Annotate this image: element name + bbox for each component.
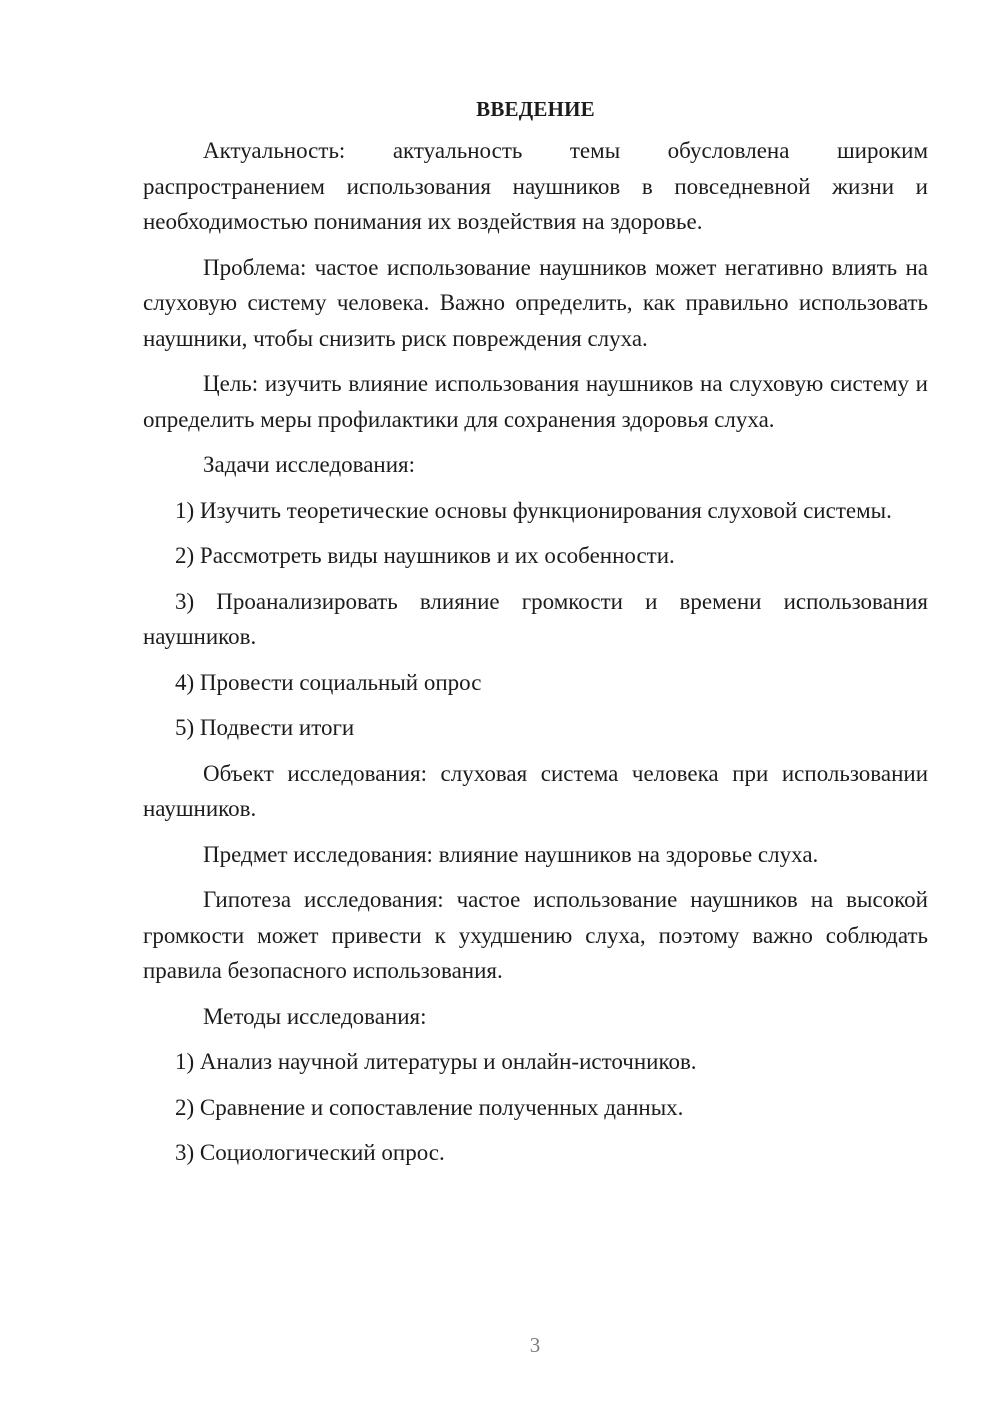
task-item: 1) Изучить теоретические основы функционирования слуховой системы. (175, 497, 892, 523)
method-item: 2) Сравнение и сопоставление полученных данных. (175, 1094, 684, 1120)
task-item: 3) Проанализировать влияние громкости и времени использования наушников. (143, 588, 928, 649)
object-paragraph: Объект исследования: слуховая система человека при использовании наушников. (143, 760, 928, 821)
task-item: 5) Подвести итоги (175, 715, 355, 740)
problem-paragraph: Проблема: частое использование наушников может негативно влиять на слуховую систему человека. Важно определить, как правильно использовать наушники, чтобы снизить риск повреждения слуха. (143, 254, 928, 351)
methods-heading: Методы исследования: (203, 1003, 427, 1029)
relevance-paragraph: Актуальность: актуальность темы обусловлена широким распространением использования наушников в повседневной жизни и необходимостью понимания их воздействия на здоровье. (143, 138, 928, 234)
page-number: 3 (529, 1333, 541, 1357)
method-item: 1) Анализ научной литературы и онлайн-источников. (175, 1049, 697, 1074)
goal-paragraph: Цель: изучить влияние использования наушников на слуховую систему и определить меры профилактики для сохранения здоровья слуха. (143, 371, 928, 432)
page-title: ВВЕДЕНИЕ (476, 97, 595, 121)
task-item: 4) Провести социальный опрос (175, 669, 482, 695)
method-item: 3) Социологический опрос. (175, 1140, 445, 1165)
page-content (143, 92, 928, 1181)
tasks-heading: Задачи исследования: (203, 452, 416, 477)
hypothesis-paragraph: Гипотеза исследования: частое использование наушников на высокой громкости может привести к ухудшению слуха, поэтому важно соблюдать правила безопасного использования. (143, 887, 928, 983)
subject-paragraph: Предмет исследования: влияние наушников на здоровье слуха. (203, 841, 819, 867)
task-item: 2) Рассмотреть виды наушников и их особенности. (175, 543, 675, 568)
